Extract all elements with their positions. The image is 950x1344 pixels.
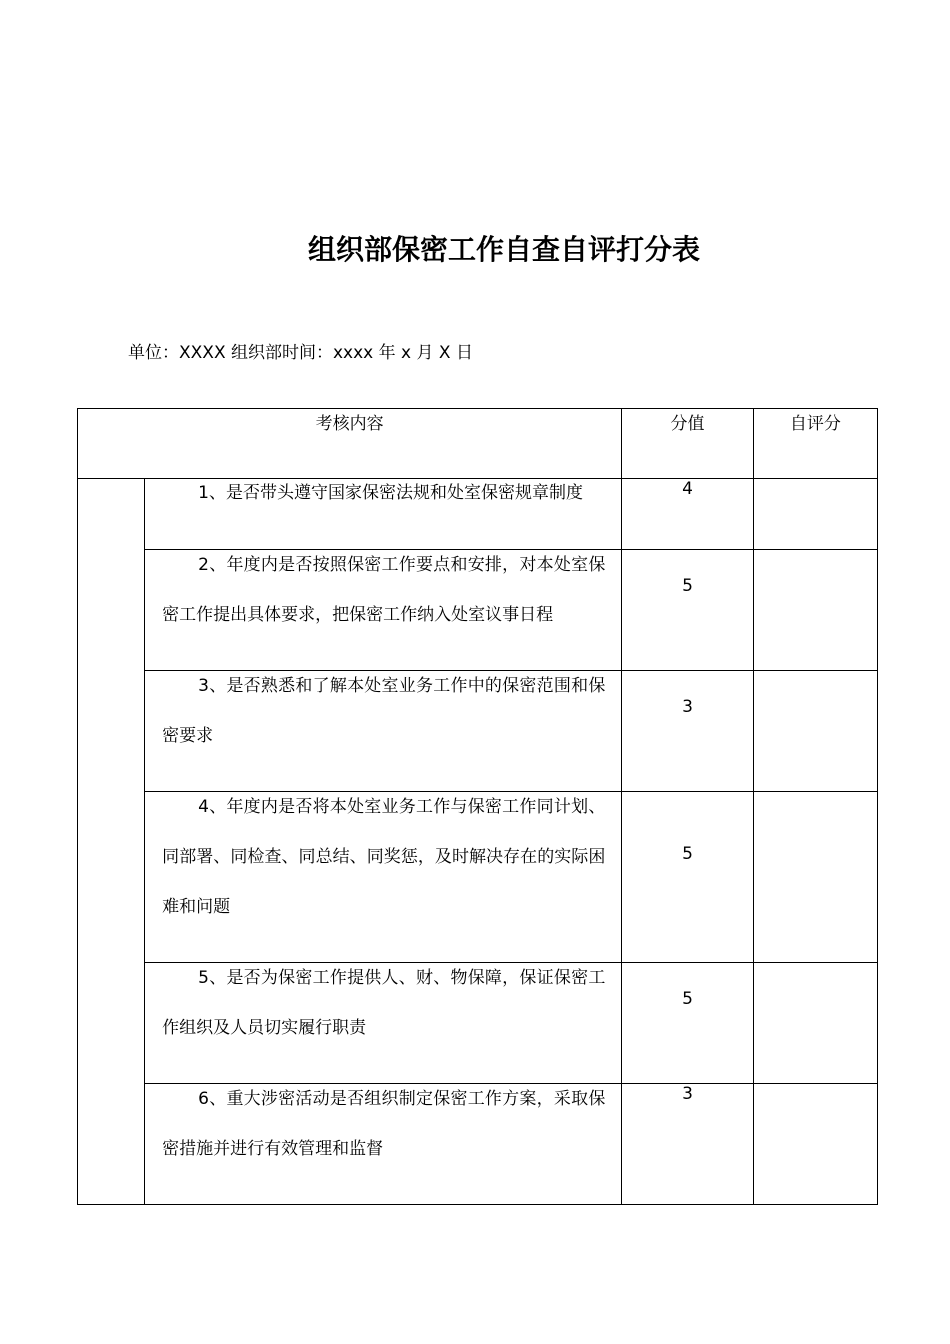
item-cell	[145, 963, 622, 1084]
item-text: 2、年度内是否按照保密工作要点和安排，对本处室保密工作提出具体要求，把保密工作纳入处室议事日程	[162, 555, 606, 625]
category-cell	[78, 479, 145, 1205]
header-self-score: 自评分	[753, 409, 877, 479]
table-row	[78, 550, 878, 671]
value-cell: 5	[622, 550, 753, 671]
score-table	[77, 408, 878, 1205]
header-content: 考核内容	[78, 409, 622, 479]
table-header-row	[78, 409, 878, 479]
table-row	[78, 671, 878, 792]
item-text: 5、是否为保密工作提供人、财、物保障，保证保密工作组织及人员切实履行职责	[162, 968, 606, 1038]
table-row	[78, 963, 878, 1084]
self-score-cell[interactable]	[753, 963, 877, 1084]
item-cell	[145, 550, 622, 671]
item-text: 4、年度内是否将本处室业务工作与保密工作同计划、同部署、同检查、同总结、同奖惩，及时解决存在的实际困难和问题	[162, 797, 606, 917]
document-title: 组织部保密工作自查自评打分表	[307, 233, 700, 266]
value-cell: 3	[622, 1084, 753, 1205]
header-value: 分值	[622, 409, 753, 479]
item-cell	[145, 792, 622, 963]
value-cell: 4	[622, 479, 753, 550]
item-text: 6、重大涉密活动是否组织制定保密工作方案，采取保密措施并进行有效管理和监督	[162, 1089, 606, 1159]
item-text: 3、是否熟悉和了解本处室业务工作中的保密范围和保密要求	[162, 676, 606, 746]
self-score-cell[interactable]	[753, 792, 877, 963]
table-row	[78, 1084, 878, 1205]
self-score-cell[interactable]	[753, 479, 877, 550]
value-cell: 5	[622, 963, 753, 1084]
unit-and-date-line: 单位：XXXX 组织部时间：xxxx 年 x 月 X 日	[128, 343, 473, 363]
self-score-cell[interactable]	[753, 1084, 877, 1205]
item-cell	[145, 671, 622, 792]
value-cell: 5	[622, 792, 753, 963]
item-text: 1、是否带头遵守国家保密法规和处室保密规章制度	[198, 483, 583, 503]
table-row	[78, 792, 878, 963]
item-cell	[145, 1084, 622, 1205]
self-score-cell[interactable]	[753, 671, 877, 792]
value-cell: 3	[622, 671, 753, 792]
self-score-cell[interactable]	[753, 550, 877, 671]
